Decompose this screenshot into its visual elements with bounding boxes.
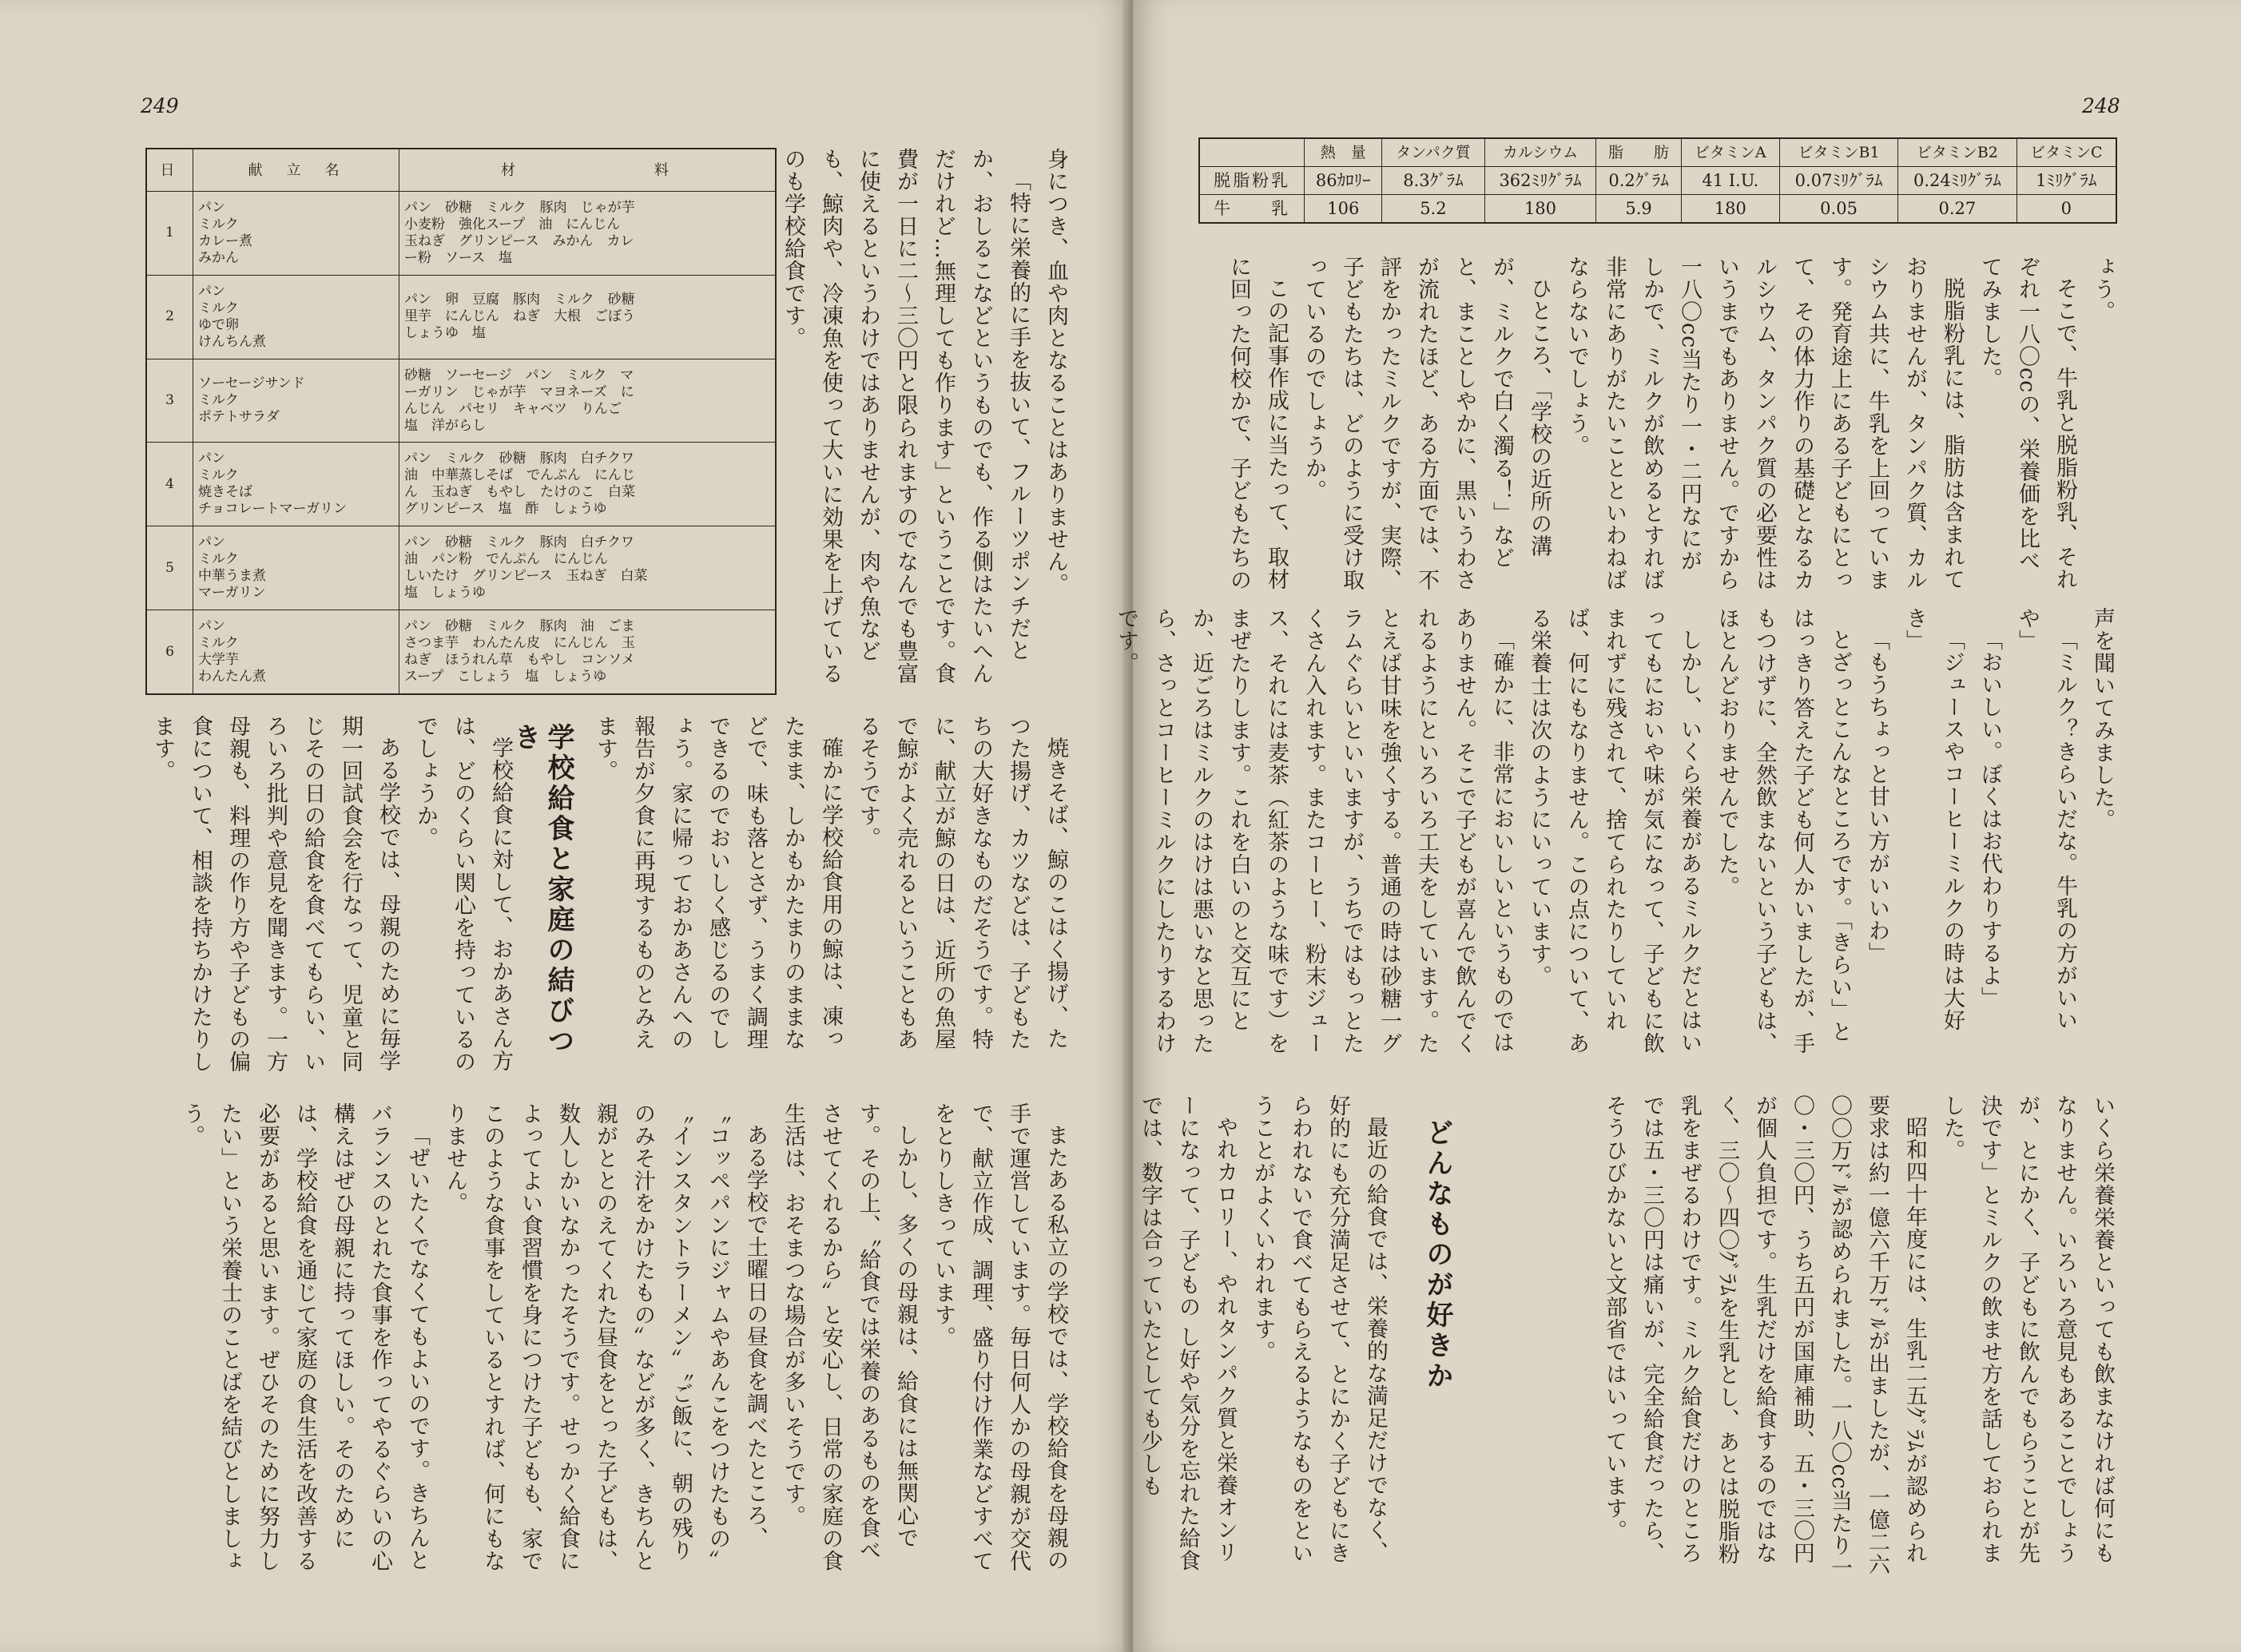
menu-dishes xyxy=(193,192,399,276)
nutrition-value: 180 xyxy=(1484,195,1596,224)
nutrition-value: 0.05 xyxy=(1779,195,1897,224)
dish-item: ミルク xyxy=(198,216,239,232)
paragraph: いくら栄養栄養といっても飲まなければ何にもなりません。いろいろ意見もあることでしょうが、とにかく、子どもに飲んでもらうことが先決です」とミルクの飲ませ方を話しておられました。 xyxy=(1940,1094,2115,1564)
menu-row xyxy=(146,275,776,359)
ingredient-line: パン 砂糖 ミルク 豚肉 油 ごま xyxy=(404,618,635,635)
nutrition-value: 106 xyxy=(1305,195,1382,224)
quote: 「ミルク？きらいだな。牛乳の方がいいや」 xyxy=(2015,607,2077,1031)
paragraph: しかし、いくら栄養があるミルクだとはいってもにおいや味が気になって、子どもに飲まれずに残されて、捨てられたりしていれば、何にもなりません。この点について、ある栄養士は次のようにいっています。 xyxy=(1527,607,1702,1054)
dish-item: ミルク xyxy=(198,551,239,568)
ingredient-line: パン 砂糖 ミルク 豚肉 白チクワ xyxy=(404,534,634,551)
left-upper-text xyxy=(781,148,1075,699)
menu-day: 3 xyxy=(146,359,193,443)
paragraph: 「特に栄養的に手を抜いて、フルーツポンチだとか、おしるこなどというものでも、作る側はたいへんだけれど…無理しても作ります」ということです。食費が一日に二〜三〇円と限られますのでなんでも豊富に使えるというわけではありませんが、肉や魚なども、鯨肉や、冷凍魚を使って大いに効果を上げているのも学校給食です。 xyxy=(781,148,1031,685)
page-number-right: 248 xyxy=(2082,94,2120,117)
nutrition-header-cell: ビタミンA xyxy=(1681,138,1779,167)
header-day: 日 xyxy=(146,149,193,192)
menu-row xyxy=(146,359,776,443)
ingredient-line: しいたけ グリンピース 玉ねぎ 白菜 xyxy=(404,568,648,585)
paragraph: ひところ、「学校の近所の溝が、ミルクで白く濁る！」などと、まことしやかに、黒いうわさが流れたほど、ある方面では、不評をかったミルクですが、実際、子どもたちは、どのように受け取っているのでしょうか。 xyxy=(1301,256,1552,591)
paragraph: 学校給食に対して、おかあさん方は、どのくらい関心を持っているのでしょうか。 xyxy=(413,715,513,1073)
menu-ingredients xyxy=(399,359,777,443)
nutrition-value: 8.3ｸﾞﾗﾑ xyxy=(1382,167,1484,195)
menu-row xyxy=(146,526,776,610)
nutrition-row-label: 牛 乳 xyxy=(1199,195,1305,224)
paragraph: 最近の給食では、栄養的な満足だけでなく、好的にも充分満足させて、とにかく子どもにきらわれないで食べてもらえるようなものをということがよくいわれます。 xyxy=(1250,1094,1388,1564)
paragraph: 昭和四十年度には、生乳二五ｸﾞﾗﾑが認められ要求は約一億六千万ﾄﾞﾙが出ましたが、一億二六〇〇万ﾄﾞﾙが認められました。一八〇cc当たり一〇・三〇円、うち五円が国庫補助、五・三〇円が個人負担です。生乳だけを給食するのではなく、三〇〜四〇ｸﾞﾗﾑを生乳とし、あとは脱脂粉乳をまぜるわけです。ミルク給食だけのところでは五・三〇円は痛いが、完全給食だったら、そうひびかないと文部省ではいっています。 xyxy=(1602,1094,1927,1579)
menu-row xyxy=(146,192,776,276)
menu-ingredients xyxy=(399,275,777,359)
ingredient-line: 塩 洋がらし xyxy=(404,417,486,434)
menu-day: 4 xyxy=(146,443,193,526)
ingredient-line: グリンピース 塩 酢 しょうゆ xyxy=(404,501,607,518)
ingredient-line: しょうゆ 塩 xyxy=(404,325,486,342)
ingredient-line: んじん パセリ キャベツ りんご xyxy=(404,400,622,417)
menu-ingredients xyxy=(399,443,777,526)
right-lower-left-text xyxy=(1138,1094,1394,1582)
nutrition-header-cell: ビタミンB2 xyxy=(1898,138,2017,167)
ingredient-line: 油 パン粉 でんぷん にんじん xyxy=(404,551,608,568)
ingredient-line: パン ミルク 砂糖 豚肉 白チクワ xyxy=(404,451,634,467)
dish-item: パン xyxy=(198,199,225,216)
paragraph: とざっとこんなところです。「きらい」とはっきり答えた子ども何人かいましたが、手もつけずに、全然飲まないという子どもは、ほとんどおりませんでした。 xyxy=(1715,607,1852,1054)
ingredient-line: パン 卵 豆腐 豚肉 ミルク 砂糖 xyxy=(404,292,635,308)
dish-item: ポテトサラダ xyxy=(198,409,280,426)
nutrition-row xyxy=(1199,167,2116,195)
quote: 「もうちょっと甘い方がいいわ」 xyxy=(1865,629,1889,964)
ingredient-line: さつま芋 わんたん皮 にんじん 玉 xyxy=(404,635,635,652)
nutrition-header-cell: 熱 量 xyxy=(1305,138,1382,167)
nutrition-value: 362ﾐﾘｸﾞﾗﾑ xyxy=(1484,167,1596,195)
nutrition-value: 86ｶﾛﾘｰ xyxy=(1305,167,1382,195)
ingredient-line: ーガリン じゃが芋 マヨネーズ に xyxy=(404,383,634,400)
menu-row xyxy=(146,443,776,526)
nutrition-value: 0.2ｸﾞﾗﾑ xyxy=(1596,167,1681,195)
paragraph: またある私立の学校では、学校給食を母親の手で運営しています。毎日何人かの母親が交代で、献立作成、調理、盛り付け作業などすべてをとりしきっています。 xyxy=(931,1102,1068,1572)
paragraph: やれカロリー、やれタンパク質と栄養オンリーになって、子どもの し好や気分を忘れた給食では、数字は合っていたとしても少しも xyxy=(1138,1094,1238,1572)
nutrition-value: 1ﾐﾘｸﾞﾗﾑ xyxy=(2017,167,2116,195)
paragraph: この記事作成に当たって、取材に回った何校かで、子どもたちの xyxy=(1226,256,1289,591)
nutrition-header-cell: ビタミンC xyxy=(2017,138,2116,167)
paragraph: 焼きそば、鯨のこはく揚げ、たつた揚げ、カツなどは、子どもたちの大好きなものだそうです。特に、献立が鯨の日は、近所の魚屋で鯨がよく売れるということもあるそうです。 xyxy=(856,715,1068,1050)
menu-ingredients xyxy=(399,610,777,694)
paragraph: ある学校で土曜日の昼食を調べたところ、〝コッペパンにジャムやあんこをつけたもの〟〝インスタントラーメン〟〝ご飯に、朝の残りのみそ汁をかけたもの〟などが多く、きちんと親がととのえてくれた昼食をとった子どもは、数人しかいなかったそうです。せっかく給食によってよい食習慣を身につけた子どもも、家でこのような食事をしているとすれば、何にもなりません。 xyxy=(443,1102,768,1572)
ingredient-line: ー粉 ソース 塩 xyxy=(404,249,513,266)
menu-ingredients xyxy=(399,192,777,276)
menu-table xyxy=(145,148,777,695)
dish-item: チョコレートマーガリン xyxy=(198,501,348,518)
dish-item: ミルク xyxy=(198,300,239,316)
right-upper-text xyxy=(1194,256,2121,591)
dish-item: ソーセージサンド xyxy=(198,375,305,392)
nutrition-value: 0.07ﾐﾘｸﾞﾗﾑ xyxy=(1779,167,1897,195)
dish-item: みかん xyxy=(198,249,239,266)
dish-item: 中華うま煮 xyxy=(198,568,266,585)
nutrition-header-cell: ビタミンB1 xyxy=(1779,138,1897,167)
menu-day: 1 xyxy=(146,192,193,276)
menu-dishes xyxy=(193,275,399,359)
dish-item: ミルク xyxy=(198,635,239,652)
paragraph: 脱脂粉乳には、脂肪は含まれておりませんが、タンパク質、カルシウム共に、牛乳を上回っています。発育途上にある子どもにとって、その体力作りの基礎となるカルシウム、タンパク質の必要性はいうまでもありません。ですから一八〇cc当たり一・二円なにがしかで、ミルクが飲めるとすれば非常にありがたいことといわねばならないでしょう。 xyxy=(1564,256,1965,591)
menu-dishes xyxy=(193,443,399,526)
dish-item: パン xyxy=(198,451,225,467)
ingredient-line: ん 玉ねぎ もやし たけのこ 白菜 xyxy=(404,484,635,501)
quote: 「おいしい。ぼくはお代わりするよ」 xyxy=(1977,629,2002,1009)
dish-item: パン xyxy=(198,534,225,551)
dish-item: パン xyxy=(198,283,225,300)
paragraph: ょう。 xyxy=(2090,256,2115,323)
dish-item: 焼きそば xyxy=(198,484,252,501)
left-upper-text-cont xyxy=(591,715,1075,1070)
nutrition-value: 0 xyxy=(2017,195,2116,224)
header-dish: 献 立 名 xyxy=(193,149,399,192)
dish-item: ミルク xyxy=(198,467,239,484)
header-ingredients: 材 料 xyxy=(399,149,777,192)
paragraph: 身につき、血や肉となることはありません。 xyxy=(1043,148,1068,595)
menu-dishes xyxy=(193,526,399,610)
menu-ingredients xyxy=(399,526,777,610)
nutrition-value: 41 I.U. xyxy=(1681,167,1779,195)
paragraph: そこで、牛乳と脱脂粉乳、それぞれ一八〇ccの、栄養価を比べてみました。 xyxy=(1977,256,2077,590)
right-middle-text xyxy=(1114,607,2121,1054)
paragraph: 「ぜいたくでなくてもよいのです。きちんとバランスのとれた食事を作ってやるぐらいの心構えはぜひ母親に持ってほしい。そのためには、学校給食を通じて家庭の食生活を改善する必要があると思います。ぜひそのために努力したい」という栄養士のことばを結びとしましょう。 xyxy=(180,1102,430,1572)
nutrition-value: 5.9 xyxy=(1596,195,1681,224)
nutrition-header-cell: タンパク質 xyxy=(1382,138,1484,167)
paragraph: ある学校では、母親のために毎学期一回試食会を行なって、児童と同じその日の給食を食べてもらい、いろいろ批判や意見を聞きます。一方母親も、料理の作り方や子どもの偏食について、相談を持ちかけたりします。 xyxy=(150,715,400,1073)
nutrition-row-label: 脱脂粉乳 xyxy=(1199,167,1305,195)
nutrition-value: 0.27 xyxy=(1898,195,2017,224)
menu-day: 6 xyxy=(146,610,193,694)
ingredient-line: 塩 しょうゆ xyxy=(404,585,486,602)
menu-row xyxy=(146,610,776,694)
dish-item: わんたん煮 xyxy=(198,669,266,685)
dish-item: カレー煮 xyxy=(198,232,252,249)
page-number-left: 249 xyxy=(141,94,179,117)
ingredient-line: 小麦粉 強化スープ 油 にんじん xyxy=(404,216,621,232)
nutrition-header-cell: 脂 肪 xyxy=(1596,138,1681,167)
nutrition-value: 180 xyxy=(1681,195,1779,224)
nutrition-value: 5.2 xyxy=(1382,195,1484,224)
ingredient-line: スープ こしょう 塩 しょうゆ xyxy=(404,669,607,685)
menu-day: 5 xyxy=(146,526,193,610)
section-heading-left: 学校給食と家庭の結びつき xyxy=(509,723,574,1057)
dish-item: けんちん煮 xyxy=(198,333,266,350)
ingredient-line: 玉ねぎ グリンピース みかん カレ xyxy=(404,232,634,249)
menu-dishes xyxy=(193,610,399,694)
ingredient-line: 砂糖 ソーセージ パン ミルク マ xyxy=(404,367,634,383)
nutrition-row xyxy=(1199,195,2116,224)
menu-table-header xyxy=(146,149,776,192)
paragraph: 「確かに、非常においしいというものではありません。そこで子どもが喜んで飲んでくれるようにといろいろ工夫をしています。たとえば甘味を強くする。普通の時は砂糖一グラムぐらいといいますが、うちではもっとたくさん入れます。またコーヒー、粉末ジュース、それには麦茶（紅茶のような味です）をまぜたりします。これを白いのと交互にとか、近ごろはミルクのはけは悪いなと思ったら、さっとコーヒーミルクにしたりするわけです。 xyxy=(1114,607,1514,1054)
dish-item: 大学芋 xyxy=(198,652,239,669)
ingredient-line: パン 砂糖 ミルク 豚肉 じゃが芋 xyxy=(404,199,635,216)
nutrition-table xyxy=(1198,137,2117,224)
ingredient-line: 里芋 にんじん ねぎ 大根 ごぼう xyxy=(404,308,635,325)
paragraph: 声を聞いてみました。 xyxy=(2090,607,2115,831)
left-lower-intro xyxy=(144,715,519,1074)
dish-item: マーガリン xyxy=(198,585,266,602)
section-heading-right: どんなものが好きか xyxy=(1421,1118,1453,1392)
nutrition-value: 0.24ﾐﾘｸﾞﾗﾑ xyxy=(1898,167,2017,195)
dish-item: パン xyxy=(198,618,225,635)
nutrition-header-cell xyxy=(1199,138,1305,167)
dish-item: ゆで卵 xyxy=(198,316,239,333)
ingredient-line: ねぎ ほうれん草 もやし コンソメ xyxy=(404,652,635,669)
nutrition-header xyxy=(1199,138,2116,167)
paragraph: しかし、多くの母親は、給食には無関心です。その上、〝給食では栄養のあるものを食べさせてくれるから〟と安心し、日常の家庭の食生活は、おそまつな場合が多いそうです。 xyxy=(781,1102,918,1572)
ingredient-line: 油 中華蒸しそば でんぷん にんじ xyxy=(404,467,635,484)
quote: 「ジュースやコーヒーミルクの時は大好き」 xyxy=(1902,607,1965,1031)
nutrition-header-cell: カルシウム xyxy=(1484,138,1596,167)
menu-dishes xyxy=(193,359,399,443)
left-lower-text xyxy=(144,1102,1075,1582)
dish-item: ミルク xyxy=(198,392,239,409)
menu-day: 2 xyxy=(146,275,193,359)
paragraph: 確かに学校給食用の鯨は、凍ったまま、しかもかたまりのままなどで、味も落とさず、うまく調理できるのでおいしく感じるのでしょう。家に帰っておかあさんへの報告が夕食に再現するものとみえます。 xyxy=(593,715,843,1050)
right-lower-text xyxy=(1470,1094,2121,1582)
